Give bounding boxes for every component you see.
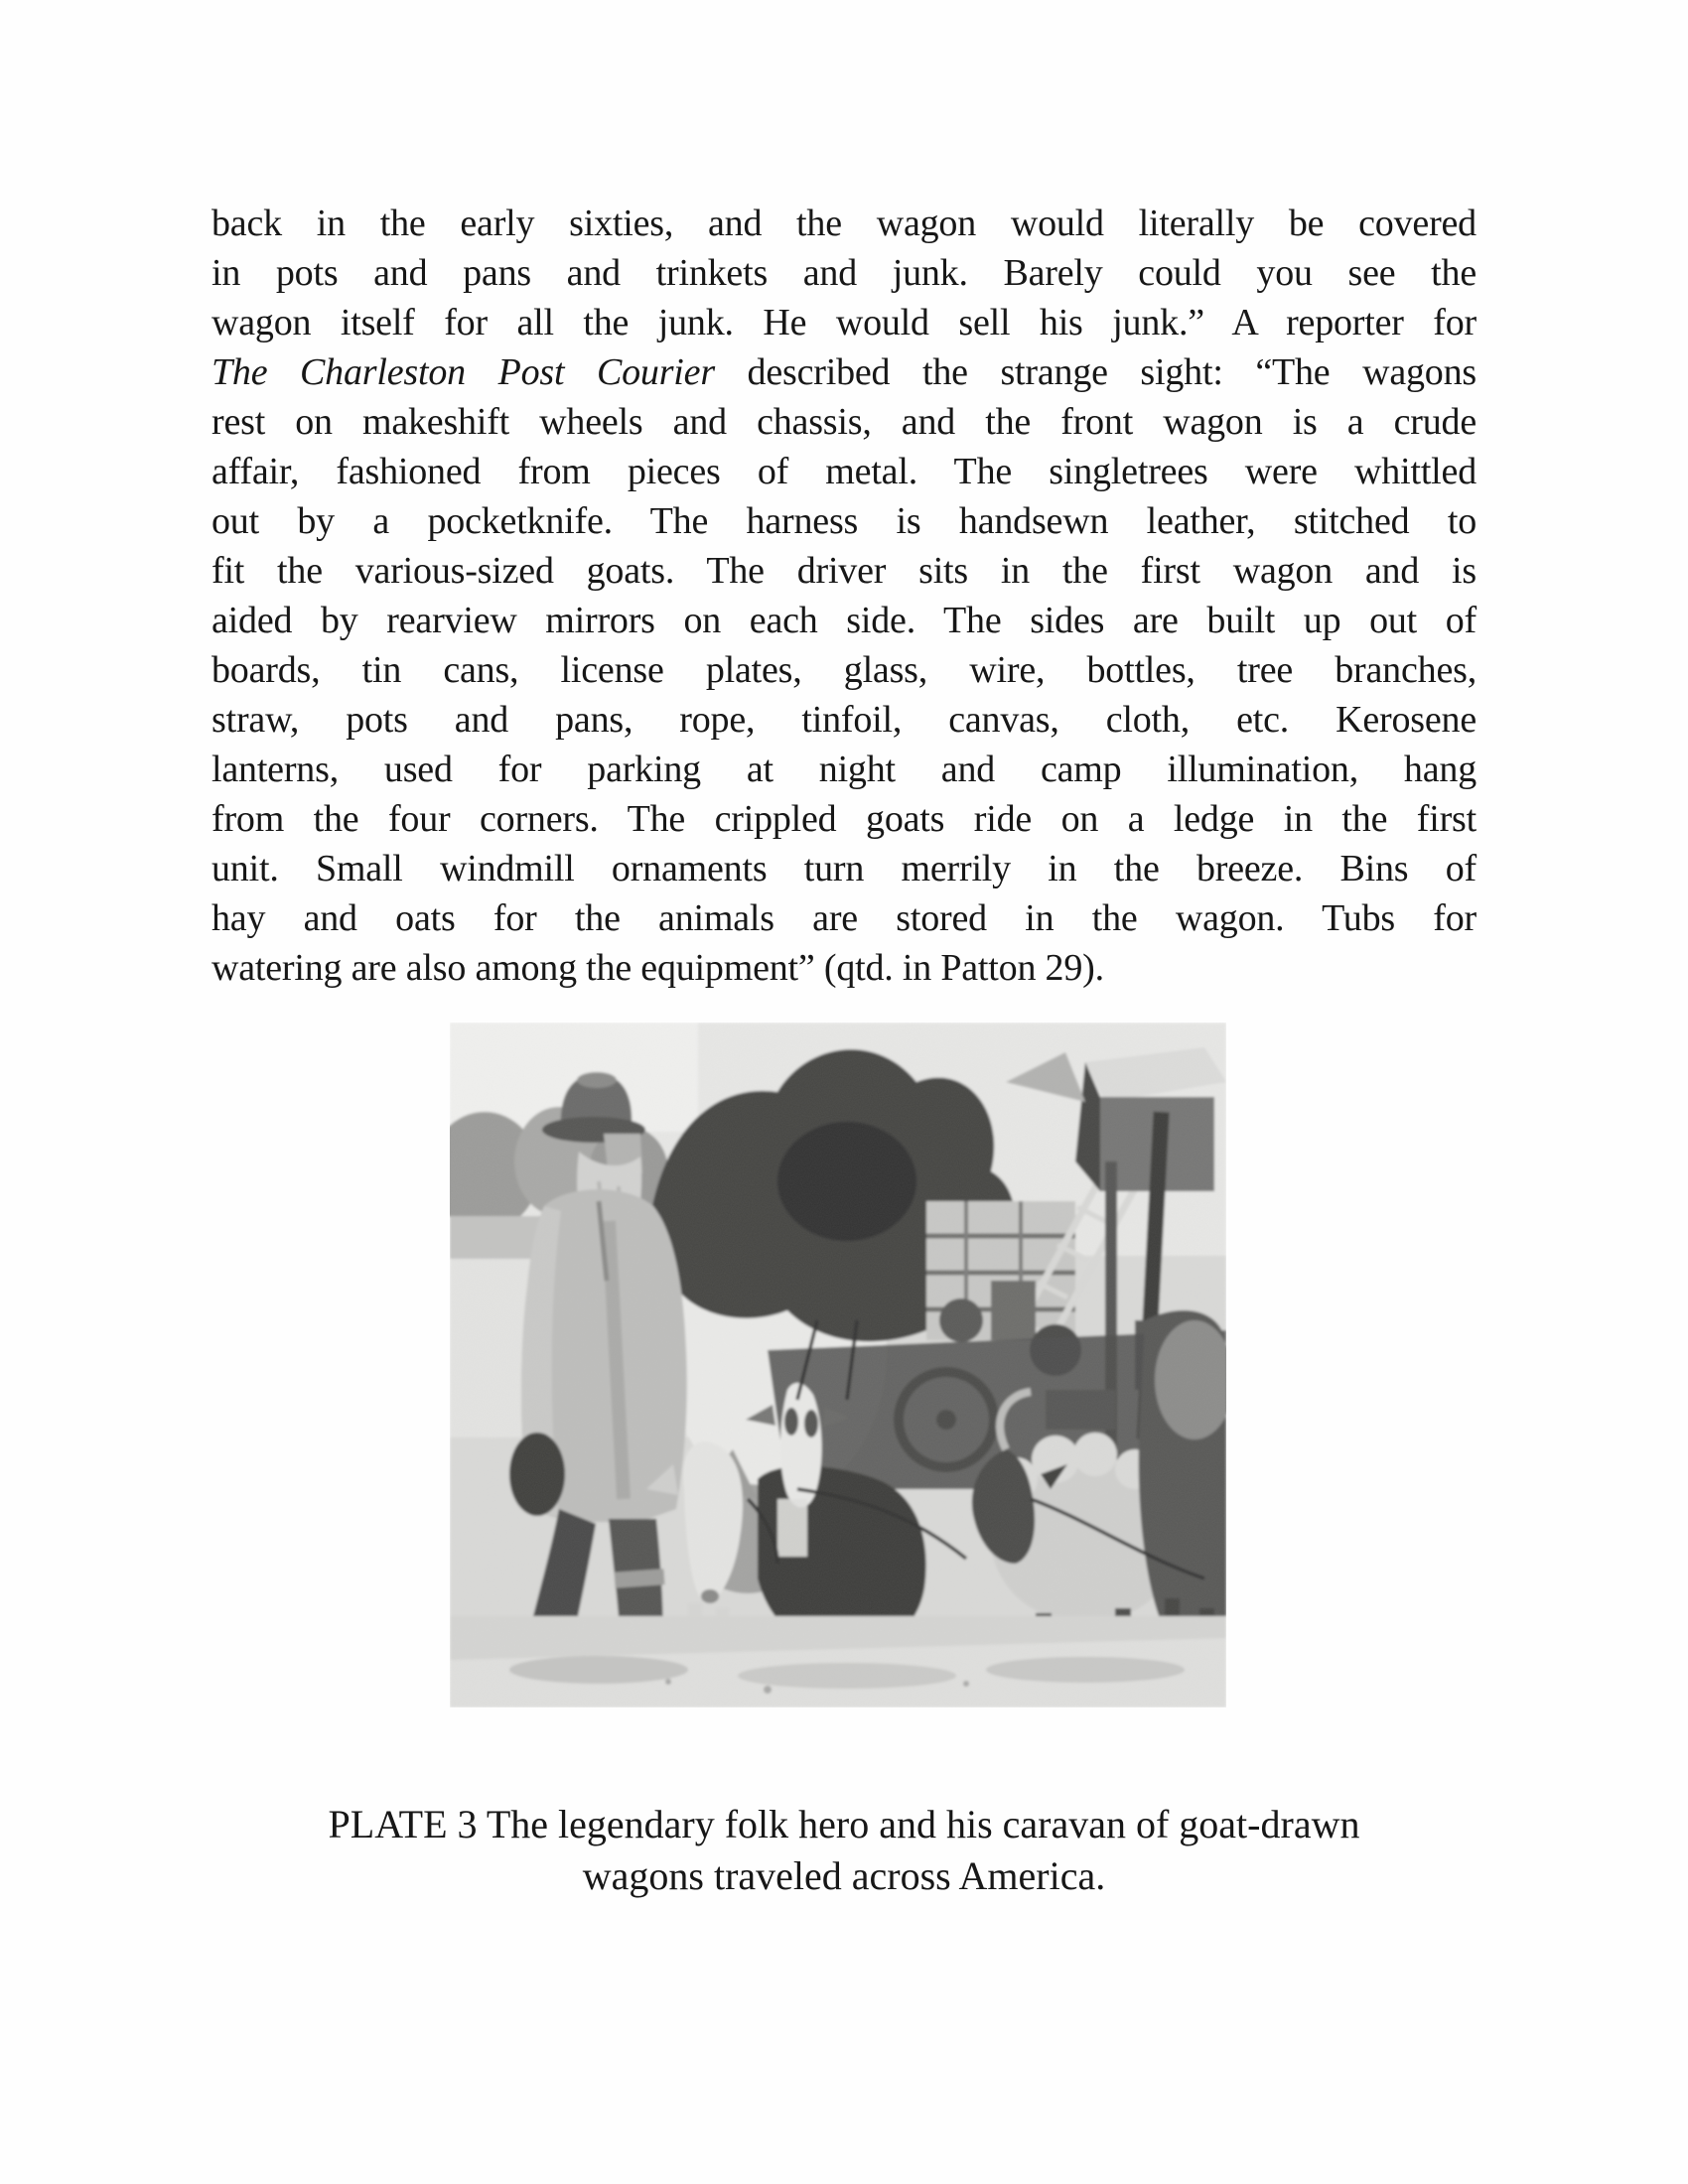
paragraph-line: hay and oats for the animals are stored in the wagon. Tubs for — [211, 897, 1477, 939]
body-paragraph — [211, 199, 1477, 993]
paragraph-line-with-citation — [211, 347, 1477, 397]
paragraph-line: back in the early sixties, and the wagon would literally be covered — [211, 203, 1477, 244]
paragraph-line: unit. Small windmill ornaments turn merrily in the breeze. Bins of — [211, 848, 1477, 889]
photo-grain-overlay — [450, 1023, 1226, 1707]
paragraph-line: affair, fashioned from pieces of metal. The singletrees were whittled — [211, 451, 1477, 492]
paragraph-line: out by a pocketknife. The harness is handsewn leather, stitched to — [211, 500, 1477, 542]
goat-caravan-photo-svg — [450, 1023, 1226, 1707]
paragraph-line: wagon itself for all the junk. He would sell his junk.” A reporter for — [211, 302, 1477, 343]
paragraph-line: boards, tin cans, license plates, glass, wire, bottles, tree branches, — [211, 649, 1477, 691]
figure-caption — [211, 1799, 1477, 1902]
paragraph-line-rest: described the strange sight: “The wagons — [714, 351, 1477, 393]
paragraph-line: watering are also among the equipment” (qtd. in Patton 29). — [211, 947, 1104, 989]
paragraph-line: rest on makeshift wheels and chassis, and the front wagon is a crude — [211, 401, 1477, 443]
paragraph-line: from the four corners. The crippled goats ride on a ledge in the first — [211, 798, 1477, 840]
paragraph-line: straw, pots and pans, rope, tinfoil, canvas, cloth, etc. Kerosene — [211, 699, 1477, 741]
caption-line-1: PLATE 3 The legendary folk hero and his caravan of goat-drawn — [328, 1802, 1360, 1846]
goat-caravan-photo — [450, 1023, 1226, 1707]
caption-line-2: wagons traveled across America. — [582, 1853, 1106, 1898]
italic-publication-name: The Charleston Post Courier — [211, 351, 715, 393]
paragraph-line: lanterns, used for parking at night and camp illumination, hang — [211, 749, 1477, 790]
paragraph-line: in pots and pans and trinkets and junk. Barely could you see the — [211, 252, 1477, 294]
paragraph-line: fit the various-sized goats. The driver sits in the first wagon and is — [211, 550, 1477, 592]
paragraph-line: aided by rearview mirrors on each side. The sides are built up out of — [211, 600, 1477, 641]
